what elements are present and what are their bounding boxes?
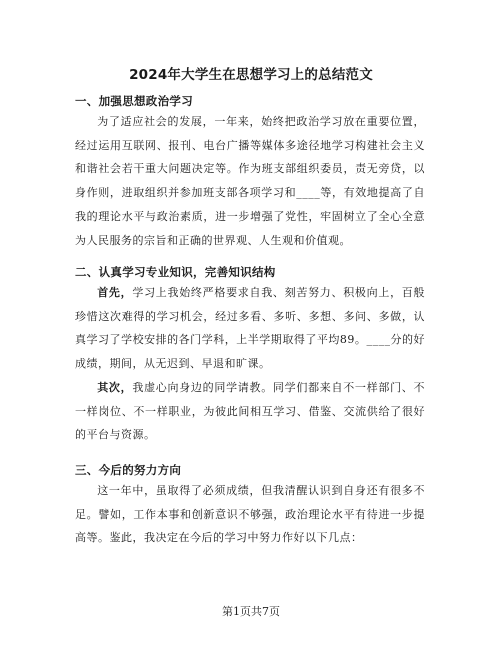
section-2-paragraph-1 (75, 281, 425, 376)
paragraph-lead: 其次， (97, 381, 133, 394)
section-heading-2: 二、认真学习专业知识，完善知识结构 (75, 265, 276, 279)
section-3-paragraph-1 (75, 479, 425, 550)
document-title: 2024年大学生在思想学习上的总结范文 (129, 67, 373, 83)
paragraph-text: 这一年中，虽取得了必须成绩，但我清醒认识到自身还有很多不足。譬如，工作本事和创新意识不够强，政治理论水平有待进一步提高等。鉴此，我决定在今后的学习中努力作好以下几点： (75, 484, 425, 545)
paragraph-text: 学习上我始终严格要求自我、刻苦努力、积极向上，百般珍惜这次难得的学习机会，经过多看、多听、多想、多问、多做，认真学习了学校安排的各门学科，上半学期取得了平均89。____分的好成绩，期间，从无迟到、早退和旷课。 (75, 286, 426, 371)
section-1-paragraph-1 (75, 110, 425, 252)
paragraph-text: 为了适应社会的发展，一年来，始终把政治学习放在重要位置，经过运用互联网、报刊、电台广播等媒体多途径地学习构建社会主义和谐社会若干重大问题决定等。作为班支部组织委员，责无旁贷，以身作则，进取组织并参加班支部各项学习和____等，有效地提高了自我的理论水平与政治素质，进一步增强了党性，牢固树立了全心全意为人民服务的宗旨和正确的世界观、人生观和价值观。 (75, 115, 425, 247)
paragraph-lead: 首先， (97, 286, 133, 299)
section-heading-3: 三、今后的努力方向 (75, 463, 182, 477)
section-2-paragraph-2 (75, 376, 425, 447)
section-heading-1: 一、加强思想政治学习 (75, 94, 193, 108)
paragraph-text: 我虚心向身边的同学请教。同学们都来自不一样部门、不一样岗位、不一样职业，为彼此间相互学习、借鉴、交流供给了很好的平台与资源。 (75, 381, 426, 442)
page-footer: 第1页共7页 (222, 605, 280, 618)
